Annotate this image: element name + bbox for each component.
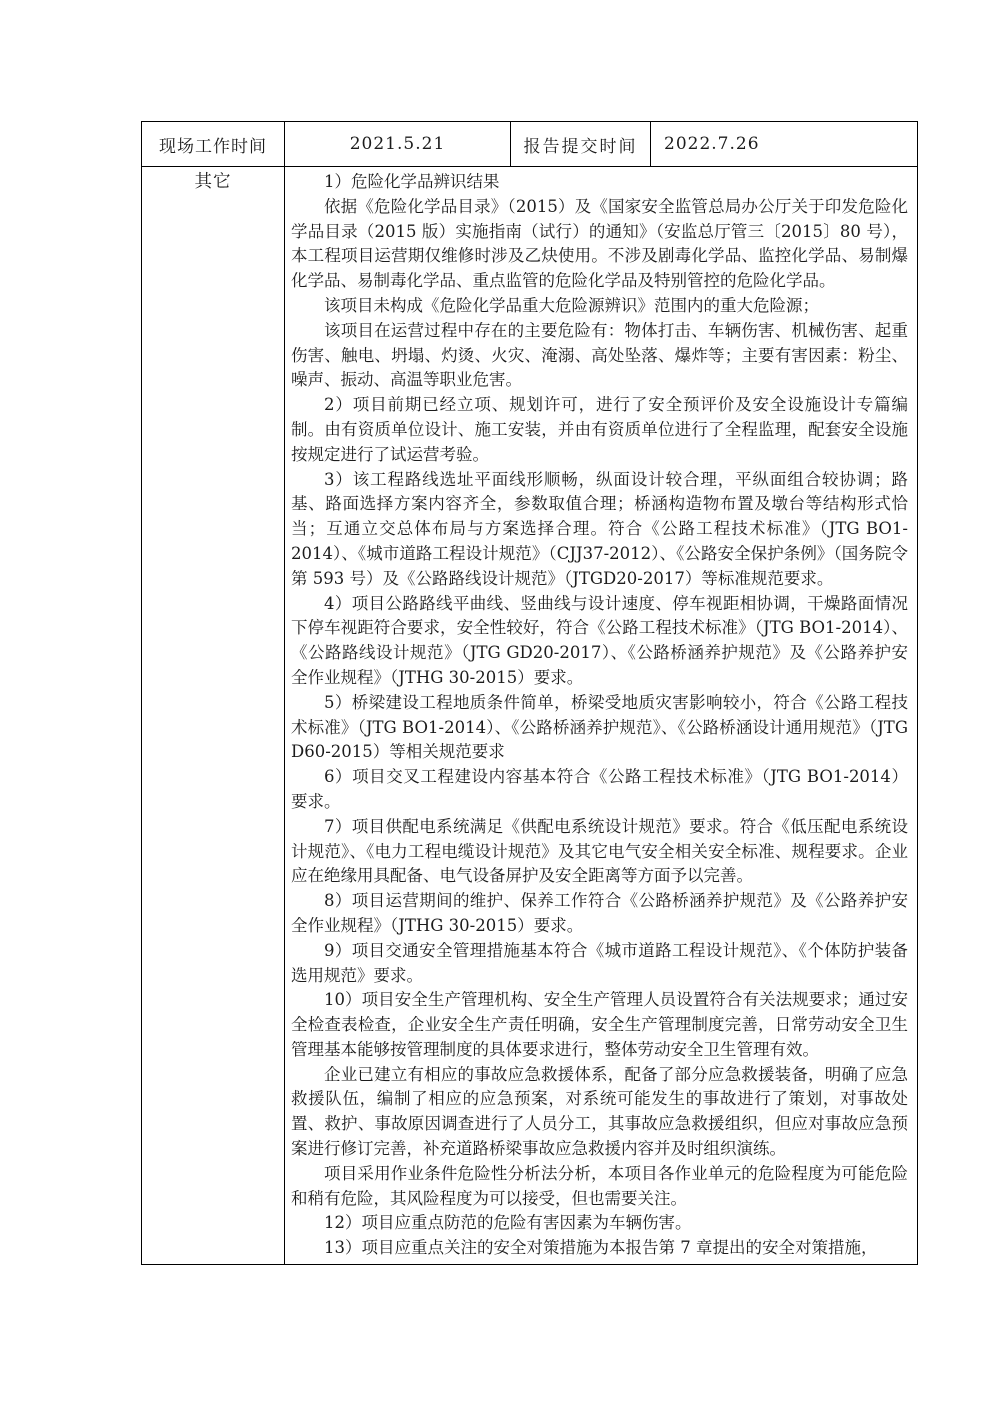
paragraph: 7）项目供配电系统满足《供配电系统设计规范》要求。符合《低压配电系统设计规范》、《电力工程电缆设计规范》及其它电气安全相关安全标准、规程要求。企业应在绝缘用具配备、电气设备屏护及安全距离等方面予以完善。: [291, 816, 908, 886]
table-row: [142, 122, 918, 167]
paragraph: 9）项目交通安全管理措施基本符合《城市道路工程设计规范》、《个体防护装备选用规范》要求。: [291, 940, 908, 985]
paragraph: 该项目未构成《危险化学品重大危险源辨识》范围内的重大危险源；: [324, 295, 819, 315]
paragraph: 1）危险化学品辨识结果: [324, 172, 500, 191]
paragraph: 企业已建立有相应的事故应急救援体系，配备了部分应急救援装备，明确了应急救援队伍，编制了相应的应急预案，对系统可能发生的事故进行了策划，对事故处置、救护、事故原因调查进行了人员分工，其事故应急救援组织，但应对事故应急预案进行修订完善，补充道路桥梁事故应急救援内容并及时组织演练。: [291, 1064, 908, 1159]
paragraph: 5）桥梁建设工程地质条件简单，桥梁受地质灾害影响较小，符合《公路工程技术标准》（JTG BO1-2014）、《公路桥涵养护规范》、《公路桥涵设计通用规范》（JTG D60-2015）等相关规范要求: [291, 692, 908, 762]
paragraph: 依据《危险化学品目录》（2015）及《国家安全监管总局办公厅关于印发危险化学品目录（2015 版）实施指南（试行）的通知》（安监总厅管三〔2015〕80 号），本工程项目运营期仅维修时涉及乙炔使用。不涉及剧毒化学品、监控化学品、易制爆化学品、易制毒化学品、重点监管的危险化学品及特别管控的危险化学品。: [291, 196, 908, 291]
fieldwork-date-value: 2021.5.21: [285, 122, 511, 167]
other-section-content: [285, 167, 918, 1265]
paragraph: 8）项目运营期间的维护、保养工作符合《公路桥涵养护规范》及《公路养护安全作业规程》（JTHG 30-2015）要求。: [291, 891, 908, 935]
other-section-label: 其它: [142, 167, 285, 1265]
paragraph: 该项目在运营过程中存在的主要危险有：物体打击、车辆伤害、机械伤害、起重伤害、触电、坍塌、灼烫、火灾、淹溺、高处坠落、爆炸等；主要有害因素：粉尘、噪声、振动、高温等职业危害。: [291, 320, 908, 390]
paragraph: 2）项目前期已经立项、规划许可，进行了安全预评价及安全设施设计专篇编制。由有资质单位设计、施工安装，并由有资质单位进行了全程监理，配套安全设施按规定进行了试运营考验。: [291, 395, 908, 464]
paragraph: 13）项目应重点关注的安全对策措施为本报告第 7 章提出的安全对策措施，: [324, 1238, 878, 1258]
paragraph: 6）项目交叉工程建设内容基本符合《公路工程技术标准》（JTG BO1-2014）要求。: [291, 767, 908, 811]
paragraph: 4）项目公路路线平曲线、竖曲线与设计速度、停车视距相协调，干燥路面情况下停车视距符合要求，安全性较好，符合《公路工程技术标准》（JTG BO1-2014）、《公路路线设计规范》（JTG GD20-2017）、《公路桥涵养护规范》及《公路养护安全作业规程》（JTHG 30-2015）要求。: [291, 593, 908, 687]
table-row: [142, 167, 918, 1265]
paragraph-list: [291, 170, 908, 1261]
paragraph: 项目采用作业条件危险性分析法分析，本项目各作业单元的危险程度为可能危险和稍有危险，其风险程度为可以接受，但也需要关注。: [291, 1163, 908, 1208]
paragraph: 3）该工程路线选址平面线形顺畅，纵面设计较合理，平纵面组合较协调；路基、路面选择方案内容齐全，参数取值合理；桥涵构造物布置及墩台等结构形式恰当；互通立交总体布局与方案选择合理。符合《公路工程技术标准》（JTG BO1-2014）、《城市道路工程设计规范》（CJJ37-2012）、《公路安全保护条例》（国务院令第 593 号）及《公路路线设计规范》（JTGD20-2017）等标准规范要求。: [291, 469, 908, 588]
report-submit-date-value: 2022.7.26: [651, 122, 918, 167]
paragraph: 10）项目安全生产管理机构、安全生产管理人员设置符合有关法规要求；通过安全检查表检查，企业安全生产责任明确，安全生产管理制度完善，日常劳动安全卫生管理基本能够按管理制度的具体要求进行，整体劳动安全卫生管理有效。: [291, 990, 908, 1059]
report-submit-date-label: 报告提交时间: [511, 122, 651, 167]
fieldwork-date-label: 现场工作时间: [142, 122, 285, 167]
report-summary-table: [141, 121, 918, 1265]
paragraph: 12）项目应重点防范的危险有害因素为车辆伤害。: [324, 1213, 692, 1233]
